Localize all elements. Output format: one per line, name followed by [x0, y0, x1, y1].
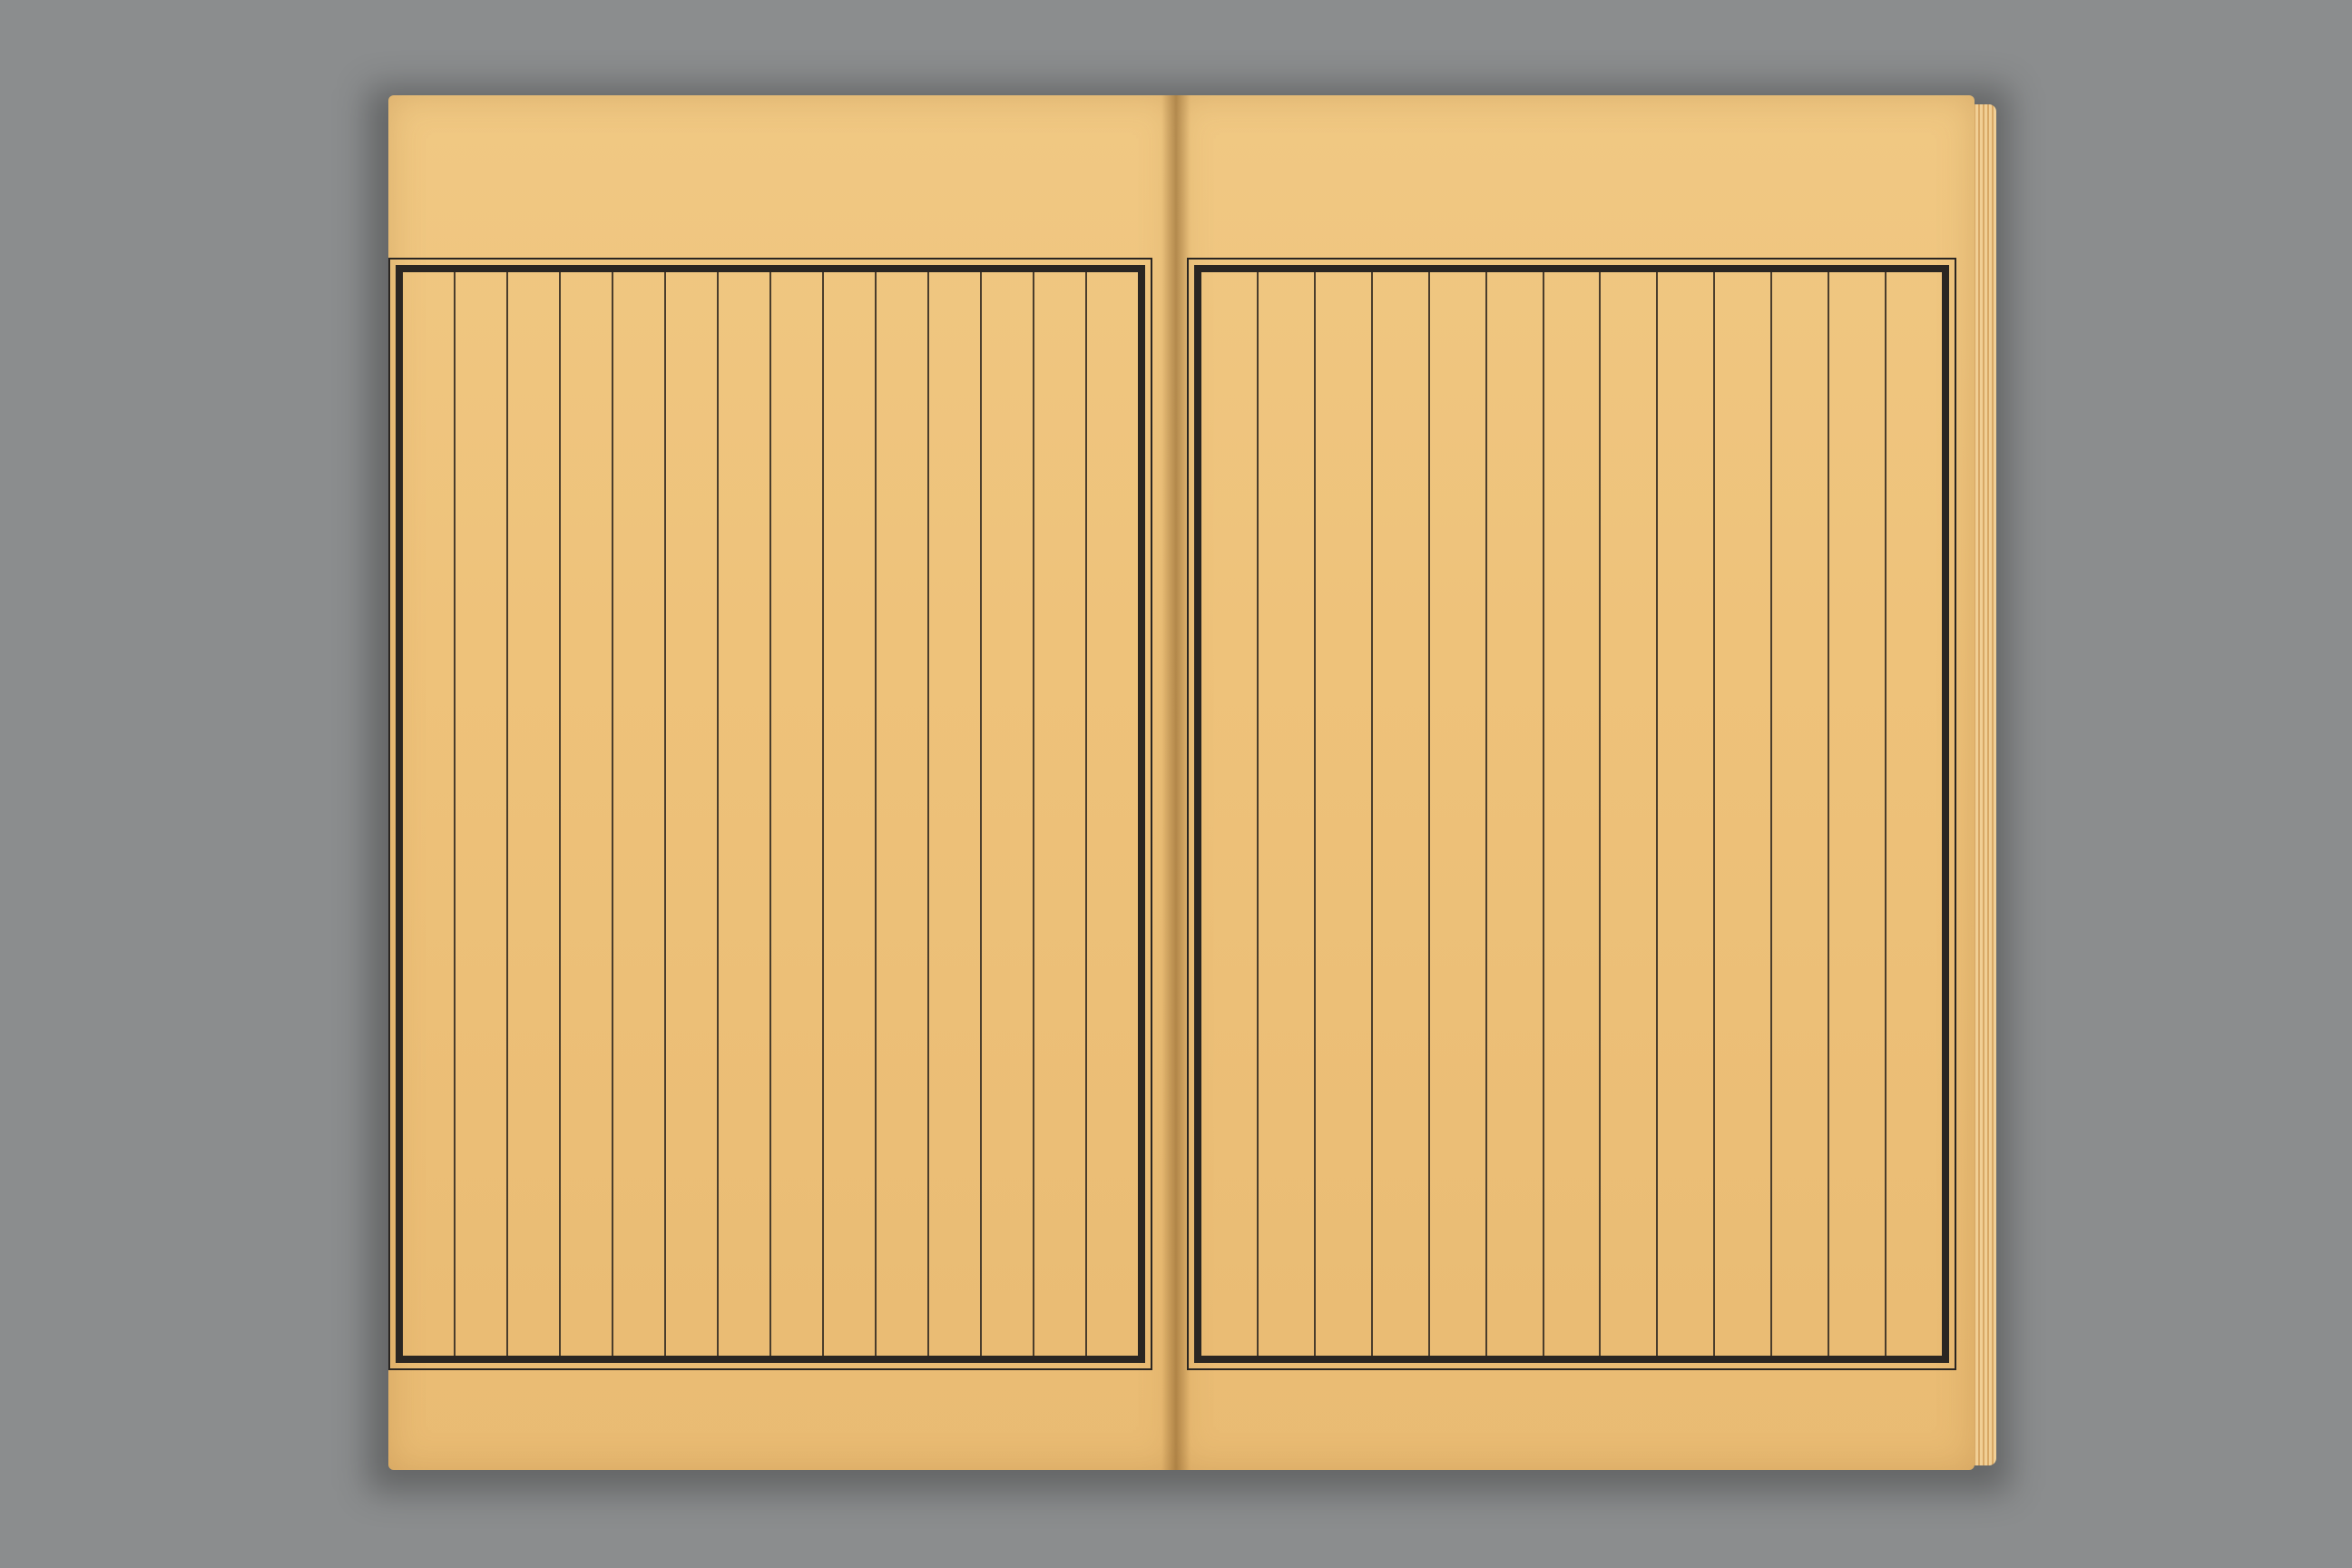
column: [559, 272, 612, 1356]
book-gutter: [1161, 95, 1191, 1470]
column: [454, 272, 506, 1356]
column: [1085, 272, 1138, 1356]
column: [664, 272, 717, 1356]
column: [1485, 272, 1543, 1356]
column: [1543, 272, 1600, 1356]
column: [1257, 272, 1314, 1356]
left-text-block: [396, 265, 1145, 1363]
column: [403, 272, 454, 1356]
right-text-block: [1194, 265, 1949, 1363]
column: [1314, 272, 1371, 1356]
column: [1885, 272, 1942, 1356]
column: [1371, 272, 1428, 1356]
column: [1828, 272, 1885, 1356]
column: [769, 272, 822, 1356]
column: [1656, 272, 1713, 1356]
column: [980, 272, 1033, 1356]
column: [1713, 272, 1770, 1356]
column: [1428, 272, 1485, 1356]
column: [875, 272, 927, 1356]
column: [822, 272, 875, 1356]
column: [717, 272, 769, 1356]
column: [506, 272, 559, 1356]
column: [1599, 272, 1656, 1356]
column: [1033, 272, 1085, 1356]
column: [612, 272, 664, 1356]
column: [1770, 272, 1828, 1356]
column: [927, 272, 980, 1356]
column: [1201, 272, 1257, 1356]
